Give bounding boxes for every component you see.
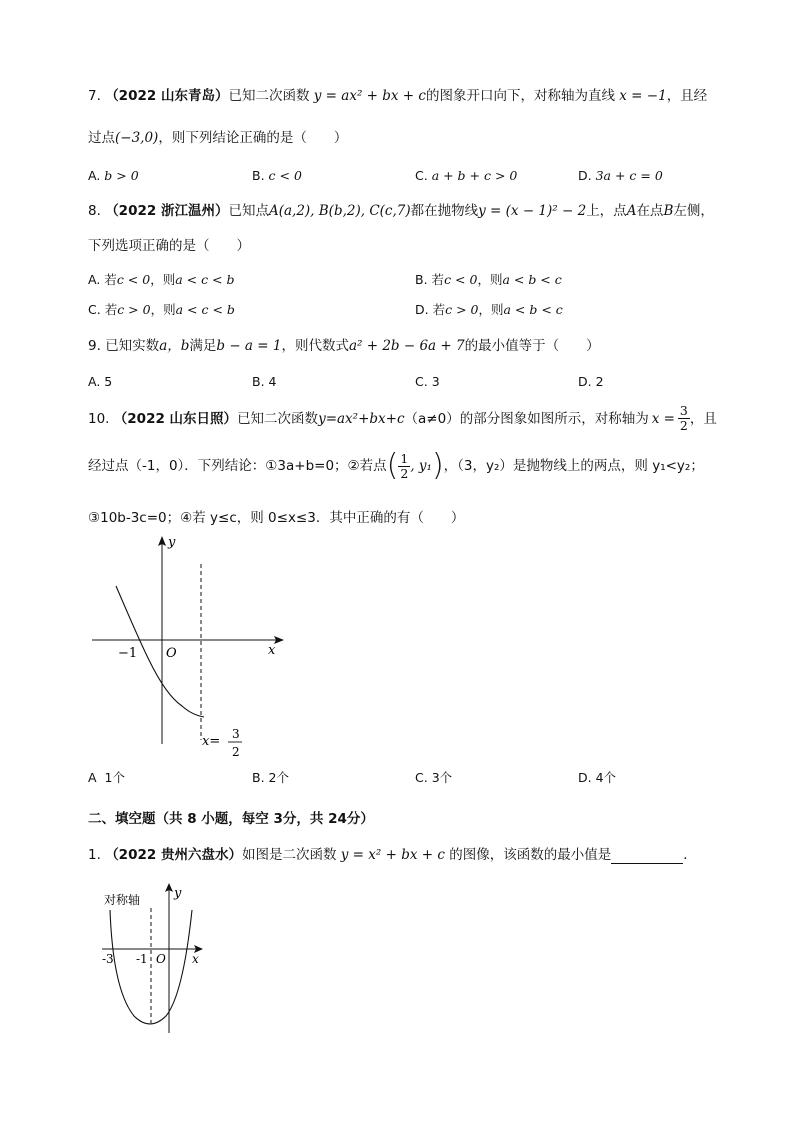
q10-option-c[interactable]: C. 3个 (415, 770, 453, 785)
question-number: 7. (88, 88, 101, 104)
question-text: 都在抛物线 (410, 203, 479, 219)
formula: (−3,0) (115, 130, 159, 146)
fraction: $\frac{3}{2}$ (679, 403, 688, 433)
question-text: 在点 (636, 203, 664, 219)
question-8-line-1 (88, 202, 714, 220)
symmetry-numerator: 3 (232, 727, 240, 741)
question-9-line-1 (88, 337, 600, 355)
question-text: ，则下列结论正确的是（ ） (158, 130, 348, 146)
q7-option-c[interactable]: C. a + b + c > 0 (415, 168, 518, 183)
question-text: 的部分图象如图所示，对称轴为 (459, 410, 649, 427)
formula: y = (x − 1)² − 2 (478, 203, 587, 219)
q8-option-a[interactable]: A. 若c < 0，则a < c < b (88, 272, 235, 287)
point-label: B (663, 203, 674, 219)
question-number: 1. (88, 847, 101, 863)
formula: y = ax² + bx + c (313, 88, 426, 104)
formula: （a≠0） (404, 410, 460, 427)
formula: x = −1 (619, 88, 667, 104)
neg-one-label: -1 (136, 952, 148, 966)
right-paren: ) (431, 448, 444, 483)
q9-option-a[interactable]: A. 5 (88, 374, 113, 389)
question-text: ，（3，y₂）是抛物线上的两点，则 y₁<y₂； (443, 458, 704, 474)
question-text: 上，点 (586, 203, 627, 219)
question-source: （2022 山东日照） (113, 410, 238, 427)
question-text: 的图像，该函数的最小值是 (449, 847, 612, 863)
question-7-line-2 (88, 129, 347, 147)
q10-option-b[interactable]: B. 2个 (252, 770, 289, 785)
point-label: A (626, 203, 637, 219)
question-10-line-2 (88, 448, 704, 483)
fraction: $\frac{1}{2}$ (400, 450, 409, 481)
question-text: ，且 (689, 410, 717, 427)
symmetry-axis-label: 对称轴 (104, 893, 141, 907)
question-source: （2022 山东青岛） (105, 88, 229, 104)
question-source: （2022 浙江温州） (105, 203, 229, 219)
question-10-line-3: ③10b-3c=0；④若 y≤c，则 0≤x≤3．其中正确的有（ ） (88, 510, 465, 526)
fill-question-1-line-1 (88, 846, 697, 864)
formula: y=ax²+bx+c (318, 410, 405, 427)
formula: A(a,2), B(b,2), C(c,7) (268, 203, 411, 219)
q10-option-d[interactable]: D. 4个 (578, 770, 617, 785)
question-text: 的最小值等于（ ） (464, 338, 600, 354)
y-axis-label: y (174, 886, 182, 901)
left-paren: ( (386, 448, 399, 483)
q10-option-a[interactable]: A 1个 (88, 770, 125, 785)
q9-option-c[interactable]: C. 3 (415, 374, 440, 389)
question-text: 已知二次函数 (237, 410, 319, 427)
q8-option-b[interactable]: B. 若c < 0，则a < b < c (415, 272, 562, 287)
formula: , y₁ (410, 458, 432, 474)
formula: b − a = 1 (216, 338, 282, 354)
question-text: 左侧， (673, 203, 714, 219)
question-text: 经过点（-1，0）．下列结论：①3a+b=0；②若点 (88, 458, 387, 474)
question-text: 已知二次函数 (228, 88, 310, 104)
question-8-line-2: 下列选项正确的是（ ） (88, 238, 250, 254)
symmetry-label: x= (202, 734, 221, 749)
q7-option-b[interactable]: B. c < 0 (252, 168, 302, 183)
question-text: 过点 (88, 130, 115, 146)
origin-label: O (166, 646, 177, 661)
formula: x = (651, 410, 675, 427)
question-text: 已知点 (228, 203, 269, 219)
q9-option-b[interactable]: B. 4 (252, 374, 277, 389)
neg-one-label: −1 (118, 646, 138, 661)
origin-label: O (156, 952, 166, 966)
q8-option-d[interactable]: D. 若c > 0，则a < b < c (415, 302, 563, 317)
q8-option-c[interactable]: C. 若c > 0，则a < c < b (88, 302, 235, 317)
y-axis-label: y (168, 535, 176, 550)
question-text: 满足 (189, 338, 217, 354)
symmetry-denominator: 2 (232, 745, 240, 759)
question-source: （2022 贵州六盘水） (105, 847, 242, 863)
question-text: 如图是二次函数 (241, 847, 337, 863)
formula: y = x² + bx + c (340, 847, 445, 863)
question-number: 9. (88, 338, 101, 354)
question-text: ，则代数式 (281, 338, 349, 354)
question-text: ． (683, 847, 697, 863)
question-number: 10. (88, 410, 110, 427)
question-number: 8. (88, 203, 101, 219)
x-axis-label: x (268, 643, 276, 658)
formula: a² + 2b − 6a + 7 (348, 338, 465, 354)
q7-option-d[interactable]: D. 3a + c = 0 (578, 168, 663, 183)
question-text: ，且经 (666, 88, 708, 104)
question-10-line-1 (88, 404, 717, 433)
section-title: 二、填空题（共 8 小题，每空 3分，共 24分） (88, 811, 374, 827)
q10-parabola-graph (88, 530, 298, 770)
q9-option-d[interactable]: D. 2 (578, 374, 604, 389)
answer-blank[interactable] (611, 849, 683, 864)
neg-three-label: -3 (102, 952, 114, 966)
x-axis-label: x (192, 952, 199, 966)
question-7-line-1 (88, 87, 707, 105)
fq1-parabola-graph (96, 880, 216, 1040)
question-text: 已知实数 (105, 338, 160, 354)
q7-option-a[interactable]: A. b > 0 (88, 168, 139, 183)
question-text: 的图象开口向下，对称轴为直线 (425, 88, 615, 104)
formula: a，b (159, 338, 190, 354)
